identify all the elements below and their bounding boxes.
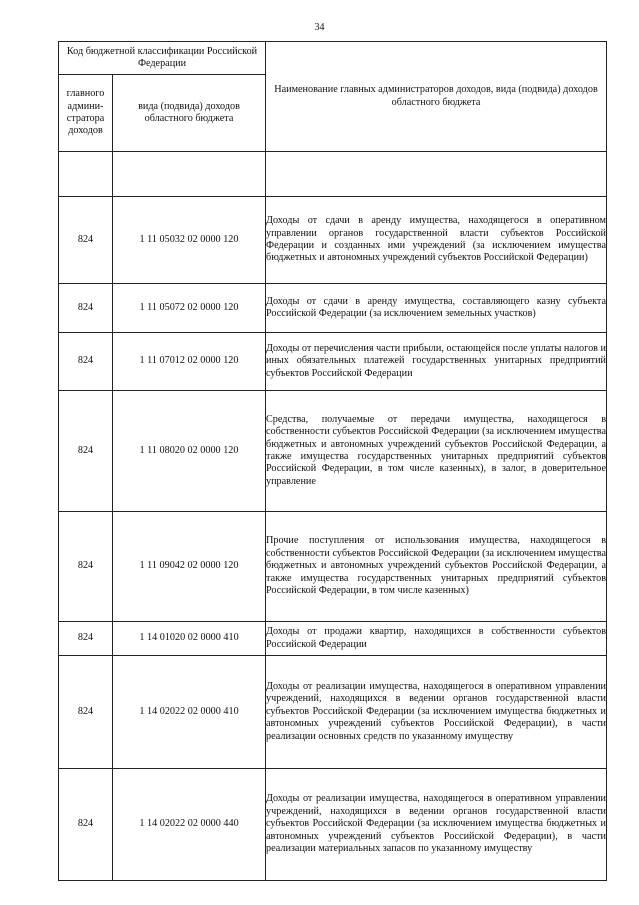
table-row [59,391,607,512]
admin-code-cell: 824 [59,333,113,391]
spacer-cell [59,152,113,197]
income-code-cell: 1 11 09042 02 0000 120 [113,512,266,622]
admin-code-cell: 824 [59,391,113,512]
income-code-cell: 1 11 05032 02 0000 120 [113,197,266,284]
admin-code-cell: 824 [59,512,113,622]
table-row [59,197,607,284]
income-name-cell: Доходы от продажи квартир, находящихся в собственности субъектов Российской Федерации [266,622,607,656]
income-name-cell: Доходы от сдачи в аренду имущества, составляющего казну субъекта Российской Федерации (за исключением земельных участков) [266,284,607,333]
income-name-cell: Доходы от сдачи в аренду имущества, находящегося в оперативном управлении органов государственной власти субъектов Российской Федерации и созданных ими учреждений (за исключением имущества бюджетных и автономных учреждений субъектов Российской Федерации) [266,197,607,284]
admin-code-cell: 824 [59,197,113,284]
table-row [59,284,607,333]
income-name-cell: Доходы от перечисления части прибыли, остающейся после уплаты налогов и иных обязательных платежей государственных унитарных предприятий субъектов Российской Федерации [266,333,607,391]
header-classification: Код бюджетной классификации Российской Федерации [59,42,266,75]
table-row [59,656,607,769]
admin-code-cell: 824 [59,622,113,656]
income-name-cell: Доходы от реализации имущества, находящегося в оперативном управлении учреждений, находящихся в ведении органов государственной власти субъектов Российской Федерации (за исключением имущества бюджетных и автономных учреждений субъектов Российской Федерации), в части реализации материальных запасов по указанному имуществу [266,769,607,881]
income-classification-table [58,41,607,881]
income-code-cell: 1 11 05072 02 0000 120 [113,284,266,333]
income-code-cell: 1 14 02022 02 0000 440 [113,769,266,881]
income-name-cell: Прочие поступления от использования имущества, находящегося в собственности субъектов Российской Федерации (за исключением имущества бюджетных и автономных учреждений субъектов Российской Федерации, а также имущества государственных унитарных предприятий субъектов Российской Федерации, в том числе казенных) [266,512,607,622]
header-name: Наименование главных администраторов доходов, вида (подвида) доходов областного бюджета [266,42,607,152]
header-main-admin: главного админи-стратора доходов [59,75,113,152]
income-code-cell: 1 14 01020 02 0000 410 [113,622,266,656]
header-spacer-row [59,152,607,197]
income-code-cell: 1 11 08020 02 0000 120 [113,391,266,512]
table-row [59,512,607,622]
table-row [59,622,607,656]
spacer-cell [113,152,266,197]
income-code-cell: 1 14 02022 02 0000 410 [113,656,266,769]
header-income-type: вида (подвида) доходов областного бюджета [113,75,266,152]
spacer-cell [266,152,607,197]
table-row [59,333,607,391]
table-row [59,769,607,881]
admin-code-cell: 824 [59,284,113,333]
admin-code-cell: 824 [59,656,113,769]
admin-code-cell: 824 [59,769,113,881]
header-row-classification [59,42,607,75]
income-code-cell: 1 11 07012 02 0000 120 [113,333,266,391]
income-name-cell: Доходы от реализации имущества, находящегося в оперативном управлении учреждений, находящихся в ведении органов государственной власти субъектов Российской Федерации (за исключением имущества бюджетных и автономных учреждений субъектов Российской Федерации), в части реализации основных средств по указанному имуществу [266,656,607,769]
income-name-cell: Средства, получаемые от передачи имущества, находящегося в собственности субъектов Российской Федерации (за исключением имущества бюджетных и автономных учреждений субъектов Российской Федерации, а также имущества государственных унитарных предприятий субъектов Российской Федерации, в том числе казенных), в залог, в доверительное управление [266,391,607,512]
page-number: 34 [314,22,325,33]
